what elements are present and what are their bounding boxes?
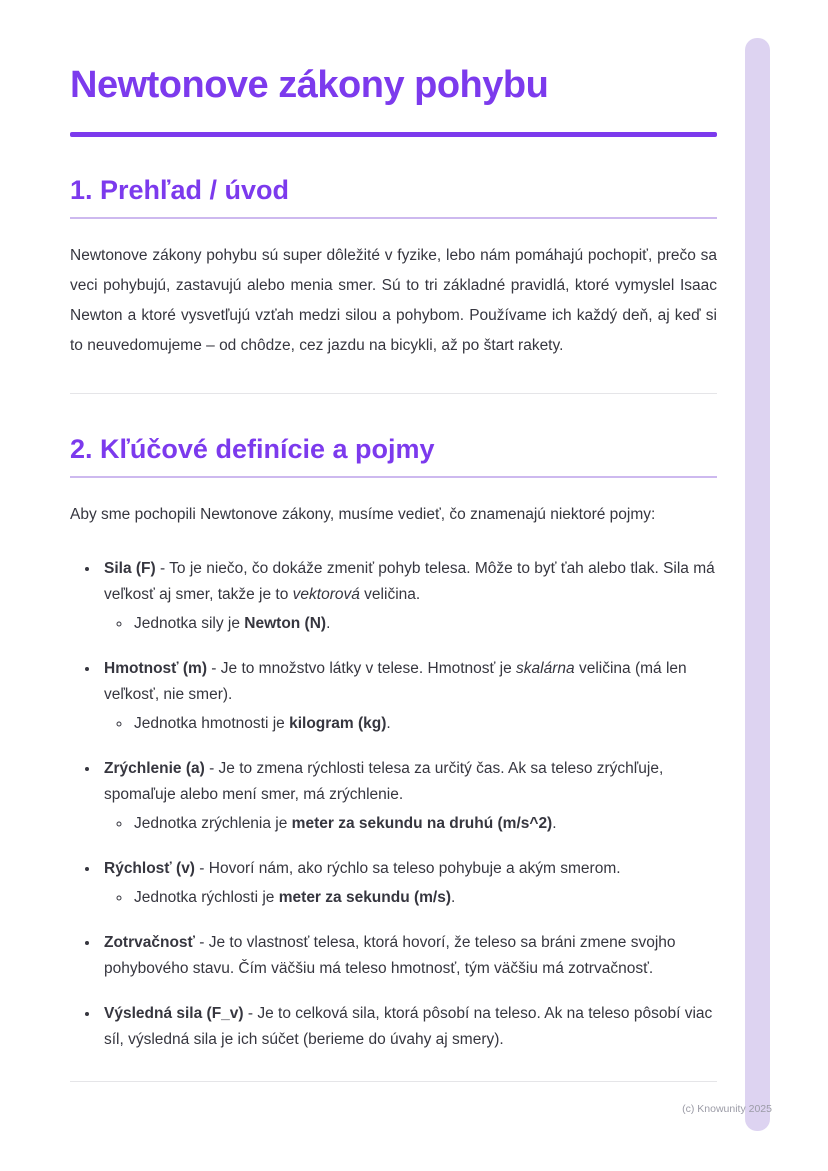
term-item-vysledna-sila	[100, 1001, 717, 1053]
term-unit-item	[132, 885, 717, 911]
unit-text: Jednotka sily je	[134, 615, 245, 632]
term-name: Rýchlosť (v)	[104, 860, 195, 877]
term-name: Zrýchlenie (a)	[104, 760, 205, 777]
section-1-paragraph: Newtonove zákony pohybu sú super dôležité v fyzike, lebo nám pomáhajú pochopiť, prečo sa veci pohybujú, zastavujú alebo menia smer. Sú to tri základné pravidlá, ktoré vymyslel Isaac Newton a ktoré vysvetľujú vzťah medzi silou a pohybom. Používame ich každý deň, aj keď si to neuvedomujeme – od chôdze, cez jazdu na bicykli, až po štart rakety.	[70, 247, 717, 354]
term-sublist	[104, 885, 717, 911]
unit-text-after: .	[386, 715, 391, 732]
term-text: - Je to vlastnosť telesa, ktorá hovorí, že teleso sa bráni zmene svojho pohybového stavu. Čím väčšiu má teleso hmotnosť, tým väčšiu má zotrvačnosť.	[104, 934, 676, 977]
term-text-after: veličina (má len veľkosť, nie smer).	[104, 660, 687, 703]
terms-list	[70, 556, 717, 1053]
bottom-divider	[70, 1081, 717, 1082]
term-text-after: veličina.	[359, 586, 421, 603]
section-divider	[70, 393, 717, 394]
term-text: - To je niečo, čo dokáže zmeniť pohyb telesa. Môže to byť ťah alebo tlak. Sila má veľkosť aj smer, takže je to	[104, 560, 715, 603]
term-item-zrychlenie	[100, 756, 717, 837]
unit-text-after: .	[326, 615, 331, 632]
term-sublist	[104, 711, 717, 737]
unit-name: meter za sekundu na druhú (m/s^2)	[291, 815, 553, 832]
term-unit-item	[132, 711, 717, 737]
term-name: Zotrvačnosť	[104, 934, 195, 951]
unit-text: Jednotka rýchlosti je	[134, 889, 279, 906]
term-name: Hmotnosť (m)	[104, 660, 207, 677]
term-italic: skalárna	[516, 660, 575, 677]
unit-text-after: .	[451, 889, 456, 906]
section-1-heading: 1. Prehľad / úvod	[70, 173, 717, 219]
unit-name: meter za sekundu (m/s)	[278, 889, 452, 906]
term-text: - Je to zmena rýchlosti telesa za určitý čas. Ak sa teleso zrýchľuje, spomaľuje alebo mení smer, má zrýchlenie.	[104, 760, 664, 803]
term-text: - Je to množstvo látky v telese. Hmotnosť je	[207, 660, 517, 677]
term-text: - Hovorí nám, ako rýchlo sa teleso pohybuje a akým smerom.	[194, 860, 621, 877]
term-text: - Je to celková sila, ktorá pôsobí na teleso. Ak na teleso pôsobí viac síl, výsledná sila je ich súčet (berieme do úvahy aj smery).	[104, 1005, 713, 1048]
term-unit-item	[132, 811, 717, 837]
unit-text: Jednotka zrýchlenia je	[134, 815, 292, 832]
term-italic: vektorová	[292, 586, 360, 603]
term-unit-item	[132, 611, 717, 637]
unit-text: Jednotka hmotnosti je	[134, 715, 290, 732]
unit-name: Newton (N)	[244, 615, 327, 632]
page-title: Newtonove zákony pohybu	[70, 64, 549, 106]
section-2-heading: 2. Kľúčové definície a pojmy	[70, 432, 717, 478]
section-2-intro: Aby sme pochopili Newtonove zákony, musíme vedieť, čo znamenajú niektoré pojmy:	[70, 506, 656, 523]
footer-credit: (c) Knowunity 2025	[682, 1103, 772, 1115]
term-name: Výsledná sila (F_v)	[104, 1005, 244, 1022]
unit-name: kilogram (kg)	[289, 715, 387, 732]
term-name: Sila (F)	[104, 560, 156, 577]
term-item-rychlost	[100, 856, 717, 911]
title-rule	[70, 132, 717, 137]
term-sublist	[104, 611, 717, 637]
term-item-hmotnost	[100, 656, 717, 737]
unit-text-after: .	[552, 815, 557, 832]
term-item-sila	[100, 556, 717, 637]
term-sublist	[104, 811, 717, 837]
term-item-zotrvacnost	[100, 930, 717, 982]
